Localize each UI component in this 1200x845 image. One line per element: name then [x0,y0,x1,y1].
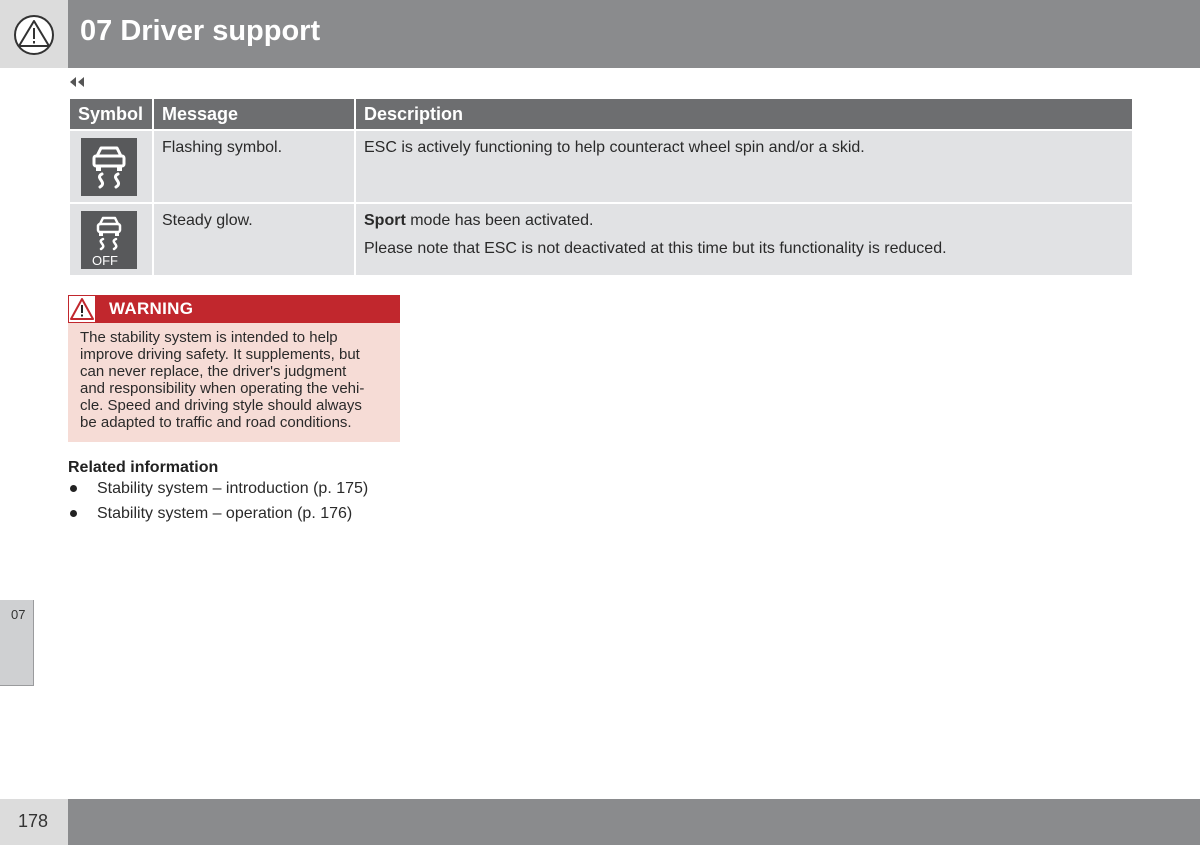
description-text: ESC is actively functioning to help counteract wheel spin and/or a skid. [364,139,865,156]
warning-header [68,295,400,323]
warning-line: be adapted to traffic and road conditions. [80,414,352,431]
related-link[interactable]: Stability system – operation (p. 176) [97,505,353,522]
header-bar [68,0,1200,68]
footer-bar [68,799,1200,845]
description-note: Please note that ESC is not deactivated at this time but its functionality is reduced. [364,240,947,257]
header-icon-box [0,0,68,68]
esc-skid-car-icon [81,138,137,196]
previous-page-arrows[interactable] [69,75,85,93]
column-header-symbol: Symbol [70,99,152,129]
page-number: 178 [18,811,49,831]
description-cell [356,131,1132,202]
description-cell [356,204,1132,275]
symbol-cell [70,131,152,202]
chapter-tab-label: 07 [11,607,26,622]
off-label: OFF [92,253,118,268]
related-information-title: Related information [68,459,219,476]
chapter-title: 07 Driver support [80,15,321,47]
symbol-cell [70,204,152,275]
warning-text [80,329,390,431]
description-text [364,211,1124,230]
message-cell: Flashing symbol. [154,131,354,202]
table-row [70,204,1132,275]
column-header-description: Description [356,99,1132,129]
footer-page-box [0,799,68,845]
related-link[interactable]: Stability system – introduction (p. 175) [97,480,369,497]
warning-icon-box [68,295,96,323]
symbol-table [68,97,1134,277]
warning-box [68,295,400,442]
warning-line: cle. Speed and driving style should always [80,397,362,414]
column-header-message: Message [154,99,354,129]
bullet-icon [70,510,77,517]
warning-triangle-icon [13,14,55,56]
double-left-arrow-icon [69,76,85,88]
esc-off-icon [81,211,137,269]
chapter-side-tab [0,600,34,686]
sport-mode-label: Sport [364,212,406,229]
bullet-icon [70,485,77,492]
warning-title: WARNING [109,299,194,318]
table-header-row [70,99,1132,129]
warning-line: and responsibility when operating the vehi- [80,380,365,397]
message-cell: Steady glow. [154,204,354,275]
warning-line: can never replace, the driver's judgment [80,363,347,380]
warning-line: The stability system is intended to help [80,329,338,346]
warning-triangle-icon [70,297,94,321]
table-row [70,131,1132,202]
warning-line: improve driving safety. It supplements, but [80,346,360,363]
description-rest: mode has been activated. [405,212,594,229]
